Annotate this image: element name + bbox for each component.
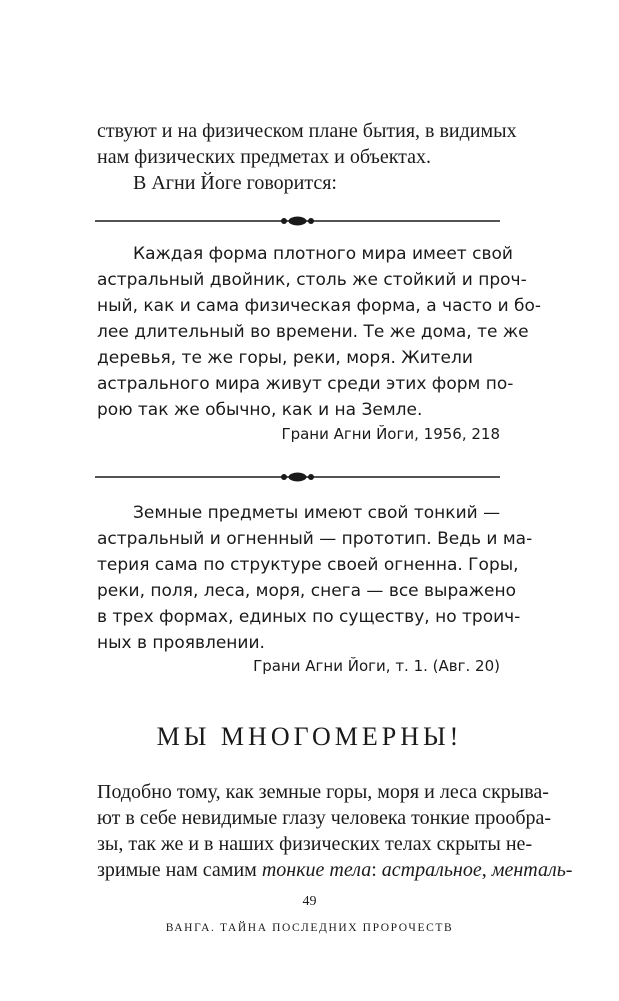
quote1-line-1: Каждая форма плотного мира имеет свой <box>133 244 513 264</box>
quote1-line-3: ный, как и сама физическая форма, а часто и бо- <box>97 296 542 316</box>
italic-term-subtle-bodies: тонкие тела <box>261 859 372 881</box>
intro-line-3: В Агни Йоге говорится: <box>133 172 337 194</box>
quote2-line-3: терия сама по структуре своей огненна. Горы, <box>97 555 519 575</box>
section-line-4 <box>97 857 572 883</box>
quote2-line-2: астральный и огненный — прототип. Ведь и ма- <box>97 529 533 549</box>
section-line-4-text: зримые нам самим <box>97 859 262 881</box>
quote1-line-7: рою так же обычно, как и на Земле. <box>97 400 423 420</box>
section-heading: МЫ МНОГОМЕРНЫ! <box>156 722 463 751</box>
intro-line-1: ствуют и на физическом плане бытия, в видимых <box>97 120 517 142</box>
quote1-line-4: лее длительный во времени. Те же дома, те же <box>97 322 529 342</box>
section-line-1: Подобно тому, как земные горы, моря и леса скрыва- <box>97 781 549 803</box>
quote1-source: Грани Агни Йоги, 1956, 218 <box>281 425 500 443</box>
section-line-3: зы, так же и в наших физических телах скрыты не- <box>97 833 533 855</box>
quote2-source: Грани Агни Йоги, т. 1. (Авг. 20) <box>253 657 500 675</box>
ornament-divider-icon <box>95 214 500 228</box>
quote2-line-5: в трех формах, единых по существу, но троич- <box>97 607 521 627</box>
comma: , <box>481 859 492 881</box>
quote1-line-6: астрального мира живут среди этих форм по- <box>97 374 514 394</box>
quote1-line-2: астральный двойник, столь же стойкий и проч- <box>97 270 527 290</box>
quote2-line-6: ных в проявлении. <box>97 633 265 653</box>
section-line-2: ют в себе невидимые глазу человека тонкие прообра- <box>97 807 552 829</box>
ornament-divider-icon <box>95 470 500 484</box>
colon: : <box>371 859 382 881</box>
quote2-line-4: реки, поля, леса, моря, снега — все выражено <box>97 581 516 601</box>
italic-term-mental: менталь- <box>491 859 573 881</box>
page-number: 49 <box>302 894 317 909</box>
quote2-line-1: Земные предметы имеют свой тонкий — <box>133 503 501 523</box>
quote1-line-5: деревья, те же горы, реки, моря. Жители <box>97 348 473 368</box>
running-title: ВАНГА. ТАЙНА ПОСЛЕДНИХ ПРОРОЧЕСТВ <box>165 922 454 934</box>
intro-line-2: нам физических предметах и объектах. <box>97 146 432 168</box>
italic-term-astral: астральное <box>381 859 482 881</box>
